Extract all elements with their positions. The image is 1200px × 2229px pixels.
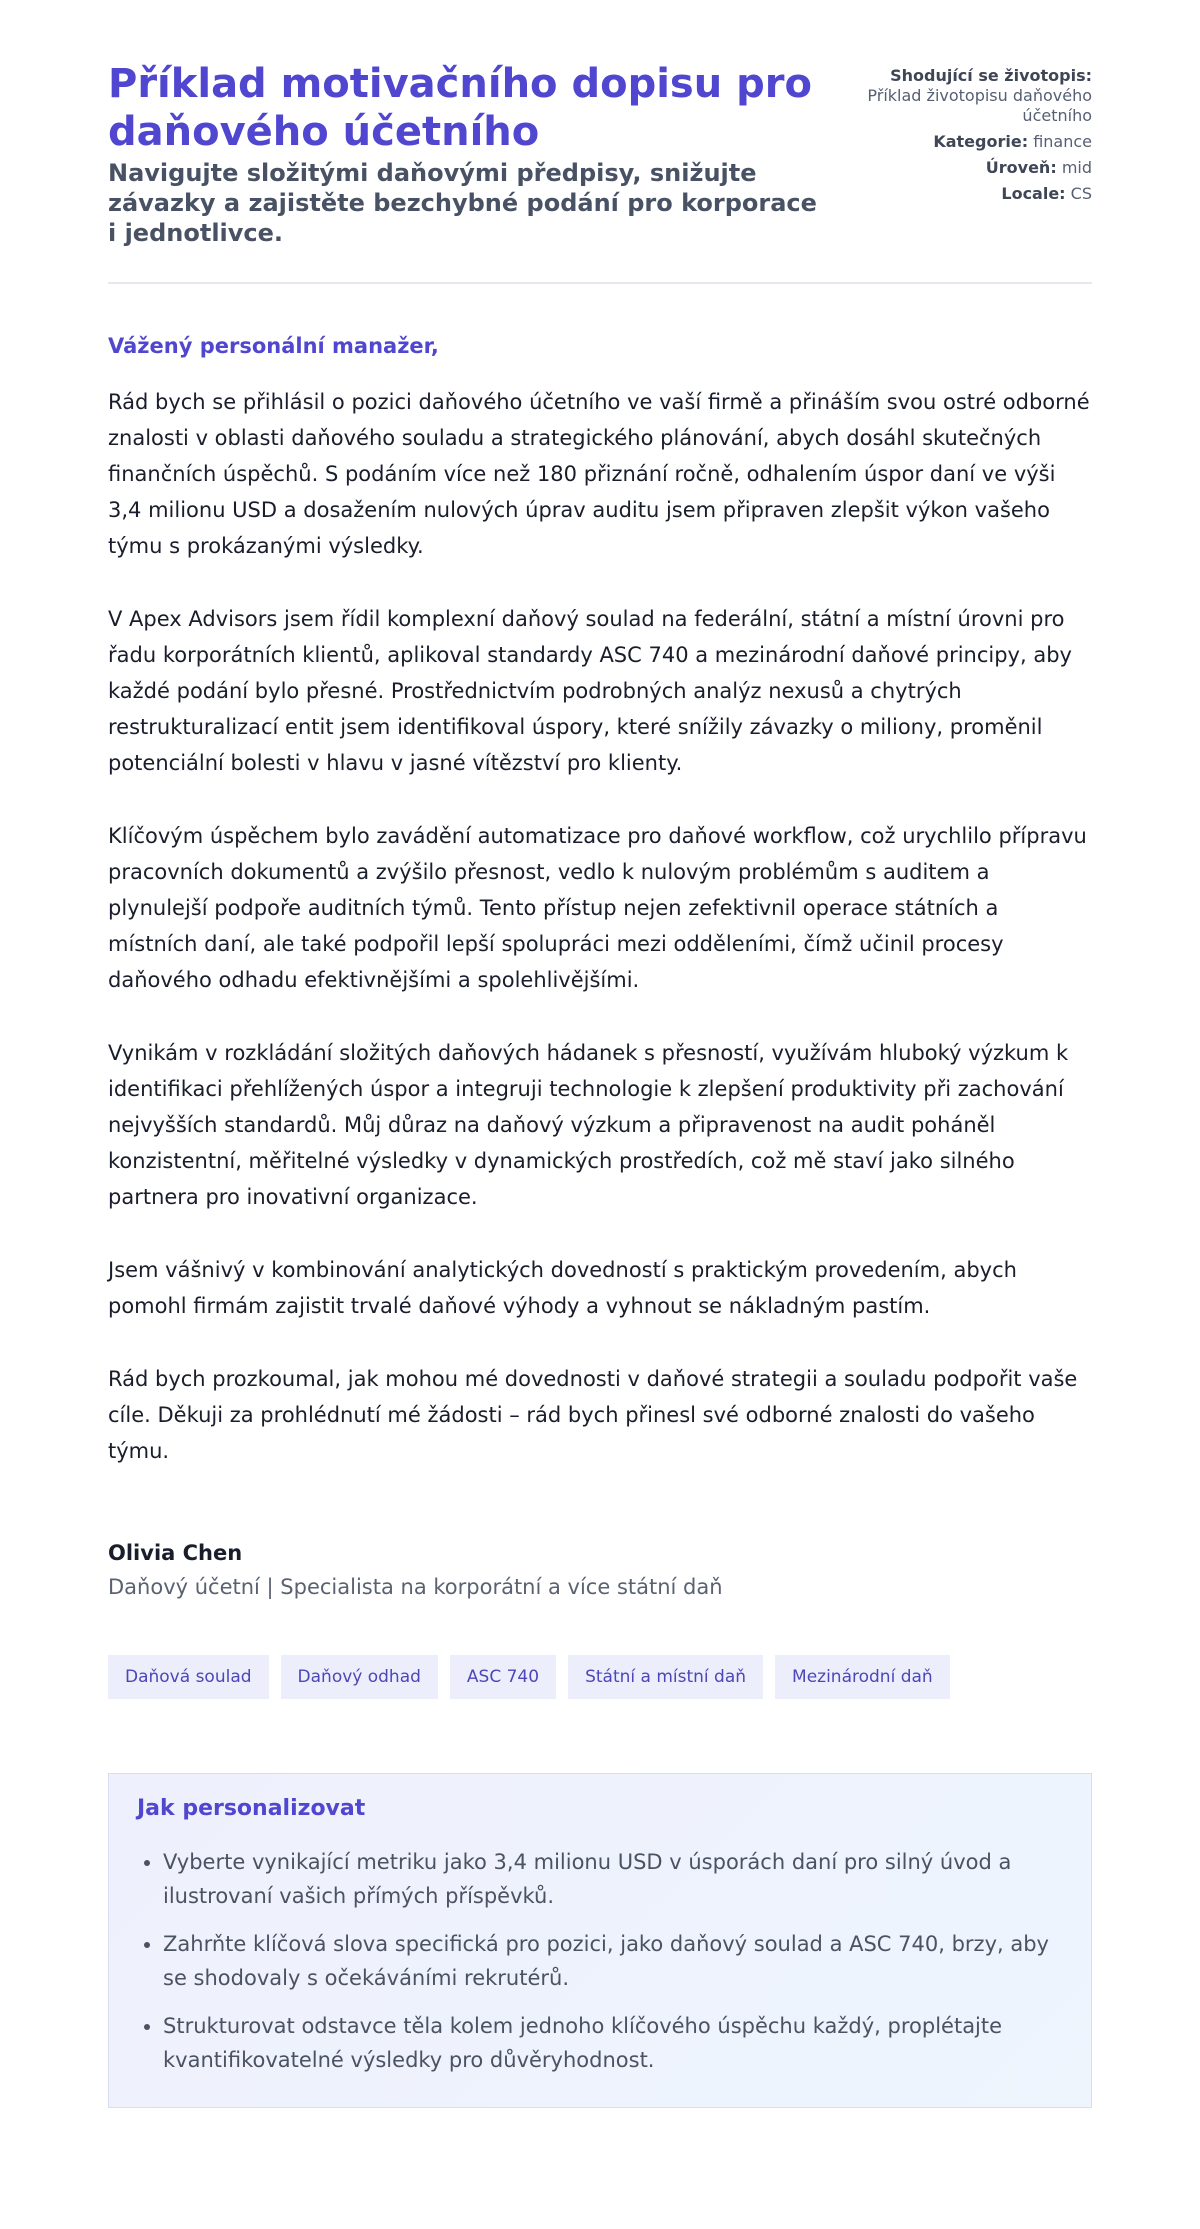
meta-matching-resume <box>852 66 1092 126</box>
meta-locale-label: Locale: <box>1001 184 1066 203</box>
tip-item: • Strukturovat odstavce těla kolem jednoho klíčového úspěchu každý, proplétajte kvantifikovatelné výsledky pro důvěryhodnost. <box>163 2009 1063 2077</box>
meta-matching-resume-label: Shodující se životopis: <box>890 66 1092 85</box>
skill-tag: Mezinárodní daň <box>775 1655 950 1699</box>
letter-paragraph: Vynikám v rozkládání složitých daňových hádanek s přesností, využívám hluboký výzkum k identifikaci přehlížených úspor a integruji technologie k zlepšení produktivity při zachování nejvyšších standardů. Můj důraz na daňový výzkum a připravenost na audit poháněl konzistentní, měřitelné výsledky v dynamických prostředích, což mě staví jako silného partnera pro inovativní organizace. <box>108 1041 1069 1209</box>
meta-category <box>852 132 1092 152</box>
page-subtitle: Navigujte složitými daňovými předpisy, snižujte závazky a zajistěte bezchybné podání pro korporace i jednotlivce. <box>108 159 817 247</box>
meta-category-label: Kategorie: <box>933 132 1029 151</box>
signature-role: Daňový účetní | Specialista na korporátní a více státní daň <box>108 1575 723 1599</box>
skill-tag: ASC 740 <box>450 1655 556 1699</box>
meta-level <box>852 158 1092 178</box>
meta-panel <box>852 60 1092 210</box>
skill-tags <box>108 1655 1092 1699</box>
personalize-tips-box <box>108 1773 1092 2108</box>
letter-paragraph: Klíčovým úspěchem bylo zavádění automatizace pro daňové workflow, což urychlilo přípravu pracovních dokumentů a zvýšilo přesnost, vedlo k nulovým problémům s auditem a plynulejší podpoře auditních týmů. Tento přístup nejen zefektivnil operace státních a místních daní, ale také podpořil lepší spolupráci mezi odděleními, čímž učinil procesy daňového odhadu efektivnějšími a spolehlivějšími. <box>108 824 1087 992</box>
letter-paragraph: Rád bych se přihlásil o pozici daňového účetního ve vaší firmě a přináším svou ostré odborné znalosti v oblasti daňového souladu a strategického plánování, abych dosáhl skutečných finančních úspěchů. S podáním více než 180 přiznání ročně, odhalením úspor daní ve výši 3,4 milionu USD a dosažením nulových úprav auditu jsem připraven zlepšit výkon vašeho týmu s prokázanými výsledky. <box>108 390 1090 558</box>
letter-greeting: Vážený personální manažer, <box>108 334 439 358</box>
letter-body <box>108 334 1092 1599</box>
tips-title: Jak personalizovat <box>137 1796 366 1821</box>
page-header <box>108 60 1092 284</box>
skill-tag: Daňový odhad <box>281 1655 438 1699</box>
tips-list <box>137 1845 1063 2077</box>
meta-locale-value: CS <box>1070 184 1092 203</box>
signature-name: Olivia Chen <box>108 1541 243 1565</box>
page-title: Příklad motivačního dopisu pro daňového účetního <box>108 61 812 155</box>
meta-level-label: Úroveň: <box>985 158 1057 177</box>
meta-level-value: mid <box>1061 158 1092 177</box>
meta-matching-resume-value: Příklad životopisu daňového účetního <box>867 86 1092 125</box>
meta-locale <box>852 184 1092 204</box>
letter-paragraph: V Apex Advisors jsem řídil komplexní daňový soulad na federální, státní a místní úrovni pro řadu korporátních klientů, aplikoval standardy ASC 740 a mezinárodní daňové principy, aby každé podání bylo přesné. Prostřednictvím podrobných analýz nexusů a chytrých restrukturalizací entit jsem identifikoval úspory, které snížily závazky o miliony, proměnil potenciální bolesti v hlavu v jasné vítězství pro klienty. <box>108 607 1072 775</box>
header-titles <box>108 60 828 248</box>
tip-item: • Vyberte vynikající metriku jako 3,4 milionu USD v úsporách daní pro silný úvod a ilustrovaní vašich přímých příspěvků. <box>163 1845 1063 1913</box>
tip-item: • Zahrňte klíčová slova specifická pro pozici, jako daňový soulad a ASC 740, brzy, aby se shodovaly s očekáváními rekrutérů. <box>163 1927 1063 1995</box>
letter-paragraph: Rád bych prozkoumal, jak mohou mé dovednosti v daňové strategii a souladu podpořit vaše cíle. Děkuji za prohlédnutí mé žádosti – rád bych přinesl své odborné znalosti do vašeho týmu. <box>108 1367 1078 1463</box>
skill-tag: Daňová soulad <box>108 1655 269 1699</box>
meta-category-value: finance <box>1033 132 1092 151</box>
letter-paragraph: Jsem vášnivý v kombinování analytických dovedností s praktickým provedením, abych pomohl firmám zajistit trvalé daňové výhody a vyhnout se nákladným pastím. <box>108 1258 1017 1318</box>
skill-tag: Státní a místní daň <box>568 1655 763 1699</box>
